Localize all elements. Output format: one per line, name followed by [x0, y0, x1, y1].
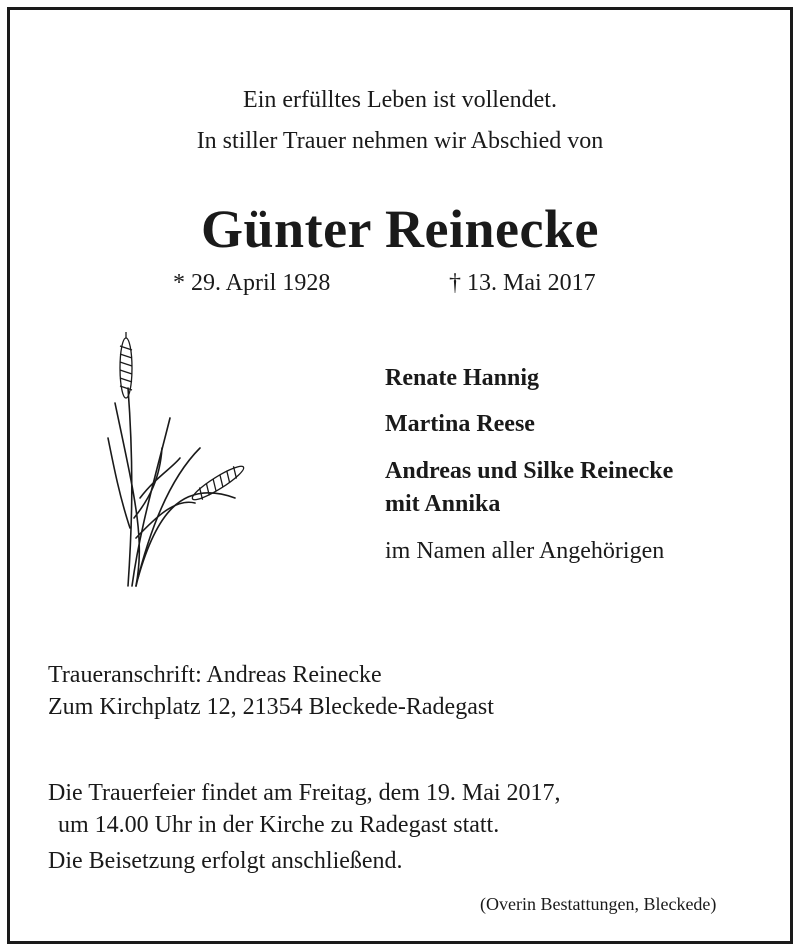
birth-date: * 29. April 1928: [173, 270, 331, 296]
address-line-1: Traueranschrift: Andreas Reinecke: [48, 662, 382, 688]
death-date: † 13. Mai 2017: [449, 270, 596, 296]
undertaker-credit: (Overin Bestattungen, Bleckede): [480, 894, 717, 914]
intro-line-1: Ein erfülltes Leben ist vollendet.: [243, 87, 557, 113]
deceased-name: Günter Reinecke: [201, 199, 599, 259]
intro-line-2: In stiller Trauer nehmen wir Abschied von: [196, 128, 604, 154]
address-line-2: Zum Kirchplatz 12, 21354 Bleckede-Radegast: [48, 694, 494, 720]
ceremony-line-1: Die Trauerfeier findet am Freitag, dem 19. Mai 2017,: [48, 780, 561, 806]
mourner-3-child: mit Annika: [385, 491, 501, 517]
mourner-3: Andreas und Silke Reinecke: [385, 458, 674, 484]
mourners-closing: im Namen aller Angehörigen: [385, 538, 665, 564]
wheat-icon: [100, 328, 250, 598]
mourner-1: Renate Hannig: [385, 365, 540, 391]
mourner-2: Martina Reese: [385, 411, 535, 437]
ceremony-line-2: um 14.00 Uhr in der Kirche zu Radegast statt.: [58, 812, 500, 838]
ceremony-line-3: Die Beisetzung erfolgt anschließend.: [48, 848, 403, 874]
